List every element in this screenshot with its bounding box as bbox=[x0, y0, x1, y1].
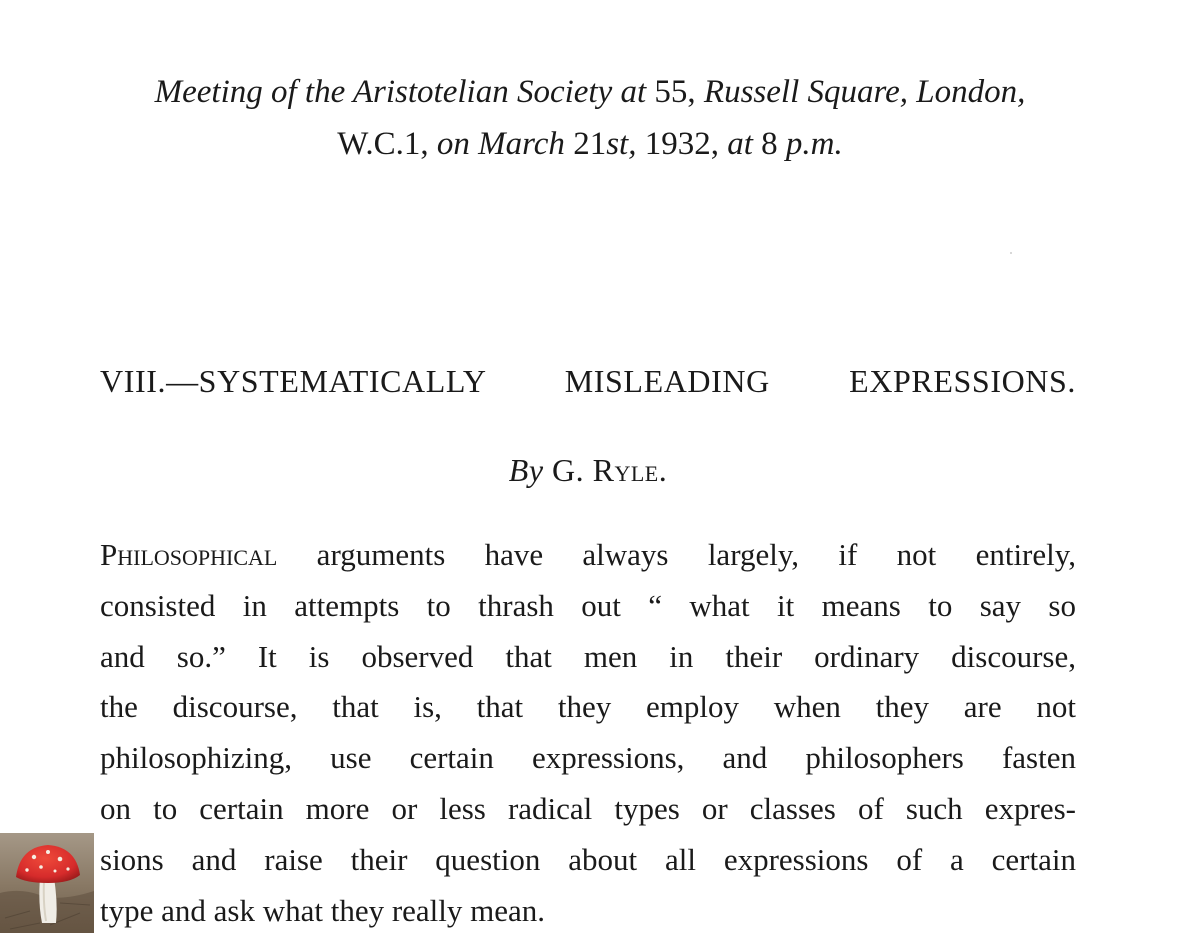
byline-by: By bbox=[508, 452, 544, 488]
meeting-day-suffix: st, bbox=[606, 126, 637, 162]
body-line bbox=[100, 733, 1076, 784]
meeting-postcode: W.C.1, bbox=[337, 126, 429, 162]
meeting-hour: 8 bbox=[761, 126, 778, 162]
body-line-text: philosophizing, use certain expressions, and philosophers fasten bbox=[100, 740, 1076, 776]
body-line bbox=[100, 886, 1076, 936]
meeting-society-text: Meeting of the Aristotelian Society at bbox=[154, 74, 647, 110]
body-paragraph bbox=[100, 530, 1076, 936]
mushroom-thumbnail bbox=[0, 833, 94, 933]
body-line-text: on to certain more or less radical types or classes of such expres- bbox=[100, 790, 1076, 826]
meeting-line-1 bbox=[0, 66, 1180, 118]
body-line-text: the discourse, that is, that they employ when they are not bbox=[100, 689, 1076, 725]
body-line-text: sions and raise their question about all expressions of a certain bbox=[100, 841, 1076, 877]
meeting-line-2 bbox=[0, 118, 1180, 170]
scan-speck bbox=[1010, 252, 1012, 254]
body-line bbox=[100, 682, 1076, 733]
body-line bbox=[100, 784, 1076, 835]
body-line bbox=[100, 632, 1076, 683]
meeting-street-number: 55, bbox=[654, 74, 696, 110]
body-line bbox=[100, 581, 1076, 632]
body-line bbox=[100, 835, 1076, 886]
meeting-day-number: 21 bbox=[573, 126, 607, 162]
article-title: VIII.—SYSTEMATICALLY MISLEADING EXPRESSIONS. bbox=[100, 363, 1076, 399]
meeting-address-text: Russell Square, London, bbox=[703, 74, 1026, 110]
byline-initial: G. bbox=[552, 452, 585, 488]
byline-author: Ryle. bbox=[592, 452, 668, 488]
meeting-on-word: on bbox=[436, 126, 470, 162]
meeting-notice bbox=[0, 66, 1180, 170]
body-line-text: consisted in attempts to thrash out “ what it means to say so bbox=[100, 587, 1076, 623]
meeting-pm: p.m. bbox=[785, 126, 843, 162]
body-line-lead: Philosophical bbox=[100, 537, 278, 572]
meeting-year: 1932, bbox=[644, 126, 719, 162]
body-line-text: type and ask what they really mean. bbox=[100, 892, 546, 928]
body-line-text: and so.” It is observed that men in their ordinary discourse, bbox=[100, 638, 1076, 674]
body-line-text: arguments have always largely, if not entirely, bbox=[277, 537, 1076, 572]
meeting-day bbox=[573, 126, 636, 162]
meeting-at-word: at bbox=[727, 126, 753, 162]
article-byline bbox=[0, 444, 1176, 496]
mushroom-icon bbox=[0, 833, 94, 933]
body-line bbox=[100, 530, 1076, 581]
meeting-month: March bbox=[478, 126, 565, 162]
